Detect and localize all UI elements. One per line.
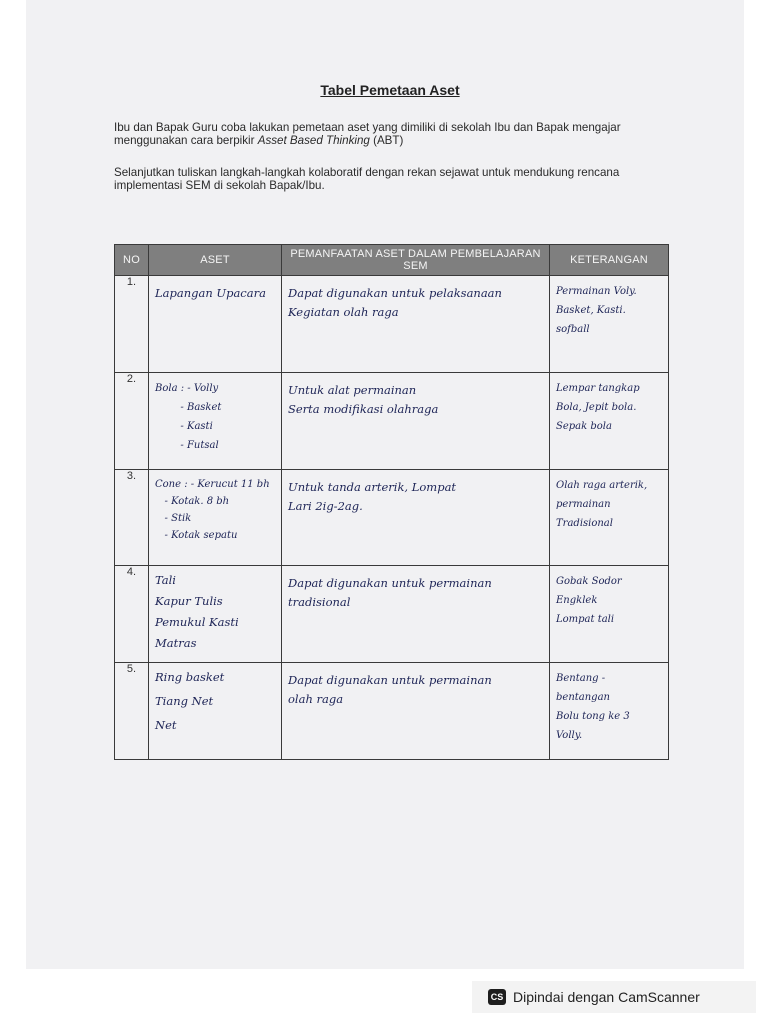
pemanfaatan-cell bbox=[282, 469, 550, 566]
intro-paragraph bbox=[114, 121, 674, 147]
keterangan-cell bbox=[550, 566, 669, 663]
row-number: 2. bbox=[115, 372, 149, 469]
row-number: 1. bbox=[115, 276, 149, 373]
aset-cell bbox=[149, 276, 282, 373]
handwritten-aset: Bola : - Volly - Basket - Kasti - Futsal bbox=[155, 382, 222, 451]
aset-cell bbox=[149, 663, 282, 760]
header-aset: ASET bbox=[149, 245, 282, 276]
table-row bbox=[115, 372, 669, 469]
handwritten-aset: Lapangan Upacara bbox=[155, 286, 266, 300]
keterangan-cell bbox=[550, 663, 669, 760]
intro-text: Ibu dan Bapak Guru coba lakukan pemetaan aset yang dimiliki di sekolah Ibu dan Bapak mengajar menggunakan cara berpikir bbox=[114, 121, 621, 147]
table-row bbox=[115, 276, 669, 373]
table-row bbox=[115, 663, 669, 760]
handwritten-keterangan: Bentang - bentangan Bolu tong ke 3 Volly. bbox=[556, 673, 630, 742]
handwritten-pemanfaatan: Dapat digunakan untuk permainan olah raga bbox=[288, 673, 492, 707]
watermark-text: Dipindai dengan CamScanner bbox=[513, 989, 700, 1005]
table-row bbox=[115, 469, 669, 566]
keterangan-cell bbox=[550, 372, 669, 469]
keterangan-cell bbox=[550, 469, 669, 566]
handwritten-keterangan: Olah raga arterik, permainan Tradisional bbox=[556, 479, 648, 529]
handwritten-aset: Tali Kapur Tulis Pemukul Kasti Matras bbox=[155, 573, 239, 651]
table-row bbox=[115, 566, 669, 663]
pemanfaatan-cell bbox=[282, 276, 550, 373]
handwritten-keterangan: Gobak Sodor Engklek Lompat tali bbox=[556, 576, 622, 626]
row-number: 3. bbox=[115, 469, 149, 566]
pemanfaatan-cell bbox=[282, 372, 550, 469]
handwritten-pemanfaatan: Dapat digunakan untuk permainan tradisional bbox=[288, 576, 492, 610]
intro-text-end: (ABT) bbox=[369, 134, 404, 147]
document-title: Tabel Pemetaan Aset bbox=[320, 82, 460, 98]
row-number: 4. bbox=[115, 566, 149, 663]
header-pemanfaatan: PEMANFAATAN ASET DALAM PEMBELAJARAN SEM bbox=[282, 245, 550, 276]
asset-mapping-table bbox=[114, 244, 669, 760]
keterangan-cell bbox=[550, 276, 669, 373]
camscanner-logo-icon: CS bbox=[488, 989, 506, 1005]
intro-italic-term: Asset Based Thinking bbox=[257, 134, 370, 147]
row-number: 5. bbox=[115, 663, 149, 760]
pemanfaatan-cell bbox=[282, 566, 550, 663]
handwritten-keterangan: Permainan Voly. Basket, Kasti. sofball bbox=[556, 286, 637, 335]
camscanner-watermark bbox=[472, 981, 756, 1013]
handwritten-keterangan: Lempar tangkap Bola, Jepit bola. Sepak bola bbox=[556, 382, 640, 432]
aset-cell bbox=[149, 469, 282, 566]
instruction-paragraph: Selanjutkan tuliskan langkah-langkah kolaboratif dengan rekan sejawat untuk mendukung rencana implementasi SEM di sekolah Bapak/Ibu. bbox=[114, 166, 620, 192]
handwritten-pemanfaatan: Untuk alat permainan Serta modifikasi olahraga bbox=[288, 382, 439, 416]
table-header-row bbox=[115, 245, 669, 276]
aset-cell bbox=[149, 566, 282, 663]
handwritten-aset: Ring basket Tiang Net Net bbox=[155, 670, 225, 733]
handwritten-pemanfaatan: Dapat digunakan untuk pelaksanaan Kegiatan olah raga bbox=[288, 286, 502, 319]
header-no: NO bbox=[115, 245, 149, 276]
handwritten-aset: Cone : - Kerucut 11 bh - Kotak. 8 bh - Stik - Kotak sepatu bbox=[155, 478, 270, 541]
aset-cell bbox=[149, 372, 282, 469]
handwritten-pemanfaatan: Untuk tanda arterik, Lompat Lari 2ig-2ag. bbox=[288, 479, 457, 513]
header-keterangan: KETERANGAN bbox=[550, 245, 669, 276]
pemanfaatan-cell bbox=[282, 663, 550, 760]
